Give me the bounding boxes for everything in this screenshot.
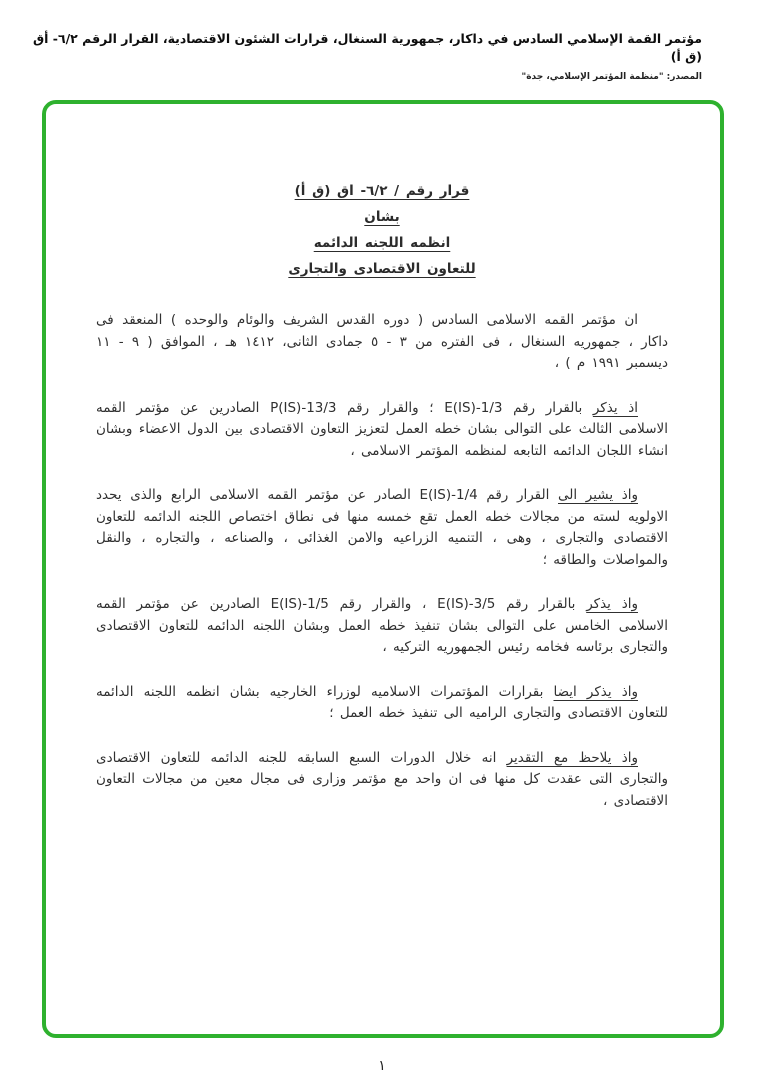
resolution-subject-line1: انظمه اللجنه الدائمه bbox=[313, 235, 451, 251]
paragraph-text: ان مؤتمر القمه الاسلامى السادس ( دوره القدس الشريف والوئام والوحده ) المنعقد فى داكار ، جمهوريه السنغال ، فى الفتره من ٣ - ٥ جمادى الثانى، ١٤١٢ هـ ، الموافق ( ٩ - ١١ ديسمبر ١٩٩١ م ) ، bbox=[96, 312, 668, 371]
paragraph-recalling-also bbox=[96, 682, 668, 725]
document-header bbox=[30, 30, 702, 82]
resolution-title-block bbox=[96, 180, 668, 284]
paragraph-preamble bbox=[96, 310, 668, 375]
resolution-number-line: قرار رقم / ٦/٢- اق (ق أ) bbox=[294, 183, 470, 199]
resolution-subject-word: بشان bbox=[364, 209, 400, 225]
paragraph-text: بقرارات المؤتمرات الاسلاميه لوزراء الخارجيه بشان انظمه اللجنه الدائمه للتعاون الاقتصادى والتجارى الراميه الى تنفيذ خطه العمل ؛ bbox=[96, 683, 668, 721]
paragraph-noting bbox=[96, 748, 668, 813]
page-number: ١ bbox=[378, 1058, 386, 1074]
header-source: المصدر: "منظمة المؤتمر الإسلامي، جدة" bbox=[521, 72, 702, 82]
paragraph-lead: واذ يلاحظ مع التقدير bbox=[506, 749, 638, 766]
scanned-document-frame bbox=[42, 100, 724, 1038]
paragraph-text: بالقرار رقم 1/3-E(IS) ؛ والقرار رقم 13/3-P(IS) الصادرين عن مؤتمر القمه الاسلامى الثالث على التوالى بشان خطه العمل لتعزيز التعاون الاقتصادى بين الدول الاعضاء وبشان انشاء اللجان الدائمه التابعه لمنظمه المؤتمر الاسلامى ، bbox=[96, 399, 668, 459]
header-title: مؤتمر القمة الإسلامي السادس في داكار، جمهورية السنغال، قرارات الشئون الاقتصادية، القرار الرقم ٦/٢- أق (ق أ) bbox=[32, 31, 702, 64]
paragraph-text: انه خلال الدورات السبع السابقه للجنه الدائمه للتعاون الاقتصادى والتجارى التى عقدت كل منها فى ان واحد مع مؤتمر وزارى فى مجال معين من مجالات التعاون الاقتصادى ، bbox=[96, 749, 668, 809]
paragraph-lead: واذ يذكر bbox=[586, 596, 638, 612]
paragraph-lead: واذ يذكر ايضا bbox=[553, 683, 638, 700]
document-body bbox=[96, 180, 668, 835]
paragraph-text: القرار رقم 1/4-E(IS) الصادر عن مؤتمر القمه الاسلامى الرابع والذى يحدد الاولويه لسته من مجالات خطه العمل تقع خمسه منها فى نطاق اختصاص اللجنه الدائمه للتعاون الاقتصادى والتجارى ، وهى ، التنميه الزراعيه والامن الغذائى ، والصناعه ، والتجاره ، والنقل والمواصلات والطاقه ؛ bbox=[96, 487, 668, 568]
resolution-subject-line2: للتعاون الاقتصادى والتجارى bbox=[288, 261, 476, 277]
paragraph-recalling-1 bbox=[96, 398, 668, 463]
paragraph-lead: واذ يشير الى bbox=[558, 487, 638, 503]
paragraph-lead: اذ يذكر bbox=[592, 399, 638, 416]
paragraph-recalling-2 bbox=[96, 594, 668, 659]
paragraph-text: بالقرار رقم 3/5-E(IS) ، والقرار رقم 1/5-E(IS) الصادرين عن مؤتمر القمه الاسلامى الخامس على التوالى بشان تنفيذ خطه العمل وبشان اللجنه الدائمه للتعاون الاقتصادى والتجارى برئاسه فخامه رئيس الجمهوريه التركيه ، bbox=[96, 596, 668, 655]
paragraph-referring bbox=[96, 485, 668, 571]
